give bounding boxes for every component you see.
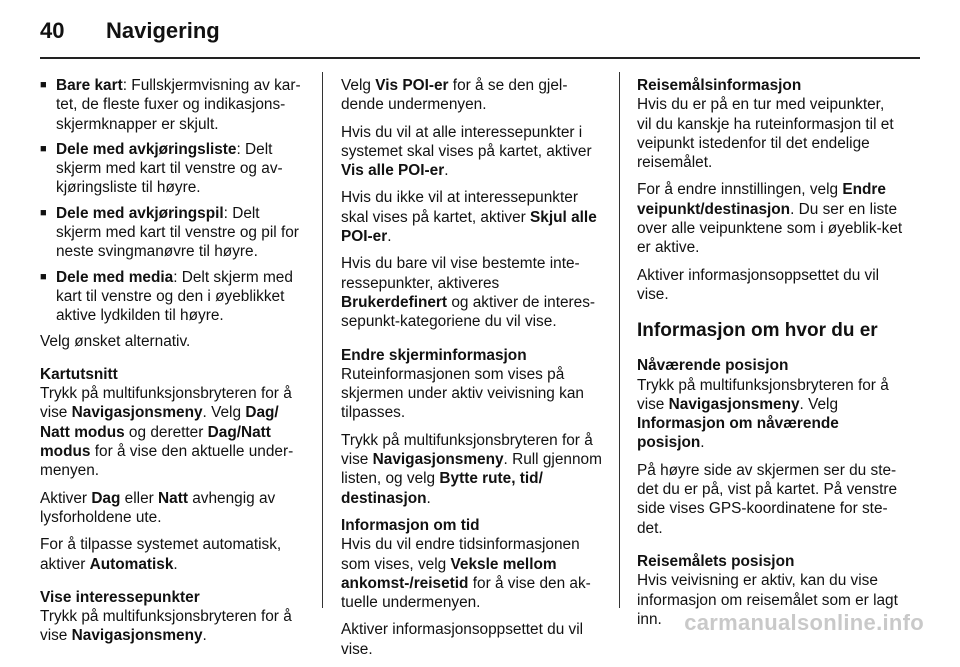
paragraph: Ruteinformasjonen som vises på skjermen under aktiv veivisning kan tilpasses. — [341, 365, 584, 422]
section-heading: Vise interessepunkter — [40, 588, 200, 606]
section-heading: Reisemålets posisjon — [637, 552, 795, 570]
paragraph: Hvis veivisning er aktiv, kan du vise informasjon om reisemålet som er lagt inn. — [637, 572, 898, 628]
paragraph: Trykk på multifunksjonsbryteren for å vise Navigasjonsmeny. — [40, 608, 292, 645]
paragraph: Hvis du bare vil vise bestemte inte-ressepunkter, aktiveres Brukerdefinert og aktiver de interes-sepunkt-kategoriene du vil vise. — [341, 255, 596, 331]
column-1 — [40, 76, 308, 654]
section-heading: Reisemålsinformasjon — [637, 77, 802, 94]
page-number: 40 — [40, 18, 65, 43]
bullet-item: ■ Dele med avkjøringspil: Delt skjerm med kart til venstre og pil for neste svingmanøvre til høyre. — [40, 204, 308, 262]
paragraph: Hvis du er på en tur med veipunkter, vil du kanskje ha ruteinformasjon til et veipunkt istedenfor til det endelige reisemålet. — [637, 96, 894, 172]
section-heading: Kartutsnitt — [40, 365, 118, 383]
section-heading: Endre skjerminformasjon — [341, 346, 527, 364]
paragraph: Velg ønsket alternativ. — [40, 332, 191, 350]
header-rule — [40, 57, 920, 59]
paragraph: For å tilpasse systemet automatisk, aktiver Automatisk. — [40, 536, 282, 573]
paragraph: Aktiver Dag eller Natt avhengig av lysforholdene ute. — [40, 489, 276, 526]
paragraph: Hvis du vil at alle interessepunkter i systemet skal vises på kartet, aktiver Vis alle POI-er. — [341, 123, 592, 180]
column-3 — [637, 76, 903, 637]
page-title: Navigering — [106, 18, 220, 43]
paragraph: Hvis du ikke vil at interessepunkter skal vises på kartet, aktiver Skjul alle POI-er. — [341, 189, 597, 246]
column-2 — [341, 76, 605, 667]
column-divider — [322, 72, 323, 608]
paragraph: Aktiver informasjonsoppsettet du vil vise. — [341, 621, 584, 658]
paragraph: Hvis du vil endre tidsinformasjonen som vises, velg Veksle mellom ankomst-/reisetid for å vise den ak-tuelle undermenyen. — [341, 536, 591, 612]
paragraph: Aktiver informasjonsoppsettet du vil vise. — [637, 266, 880, 303]
bullet-item: ■ Dele med media: Delt skjerm med kart til venstre og den i øyeblikket aktive lydkilden til høyre. — [40, 268, 308, 326]
bullet-item: ■ Bare kart: Fullskjermvisning av kar-tet, de fleste fuxer og indikasjons-skjermknapper er skjult. — [40, 76, 308, 134]
section-heading: Informasjon om tid — [341, 516, 480, 534]
section-heading: Nåværende posisjon — [637, 357, 789, 375]
paragraph: Trykk på multifunksjonsbryteren for å vise Navigasjonsmeny. Velg Informasjon om nåværende posisjon. — [637, 376, 889, 452]
bullet-item: ■ Dele med avkjøringsliste: Delt skjerm med kart til venstre og av-kjøringsliste til høyre. — [40, 140, 308, 198]
paragraph: Trykk på multifunksjonsbryteren for å vise Navigasjonsmeny. Velg Dag/ Natt modus og deretter Dag/Natt modus for å vise den aktuelle under-menyen. — [40, 385, 294, 480]
paragraph: For å endre innstillingen, velg Endre veipunkt/destinasjon. Du ser en liste over alle veipunktene som i øyeblik-ket er aktive. — [637, 181, 903, 257]
column-divider — [619, 72, 620, 608]
chapter-heading: Informasjon om hvor du er — [637, 320, 878, 342]
page-header — [40, 18, 220, 44]
paragraph: Trykk på multifunksjonsbryteren for å vise Navigasjonsmeny. Rull gjennom listen, og velg Bytte rute, tid/ destinasjon. — [341, 431, 602, 507]
paragraph: På høyre side av skjermen ser du ste-det du er på, vist på kartet. På venstre side vises GPS-koordinatene for ste-det. — [637, 461, 898, 537]
watermark: carmanualsonline.info — [684, 610, 924, 635]
paragraph: Velg Vis POI-er for å se den gjel-dende undermenyen. — [341, 77, 568, 114]
